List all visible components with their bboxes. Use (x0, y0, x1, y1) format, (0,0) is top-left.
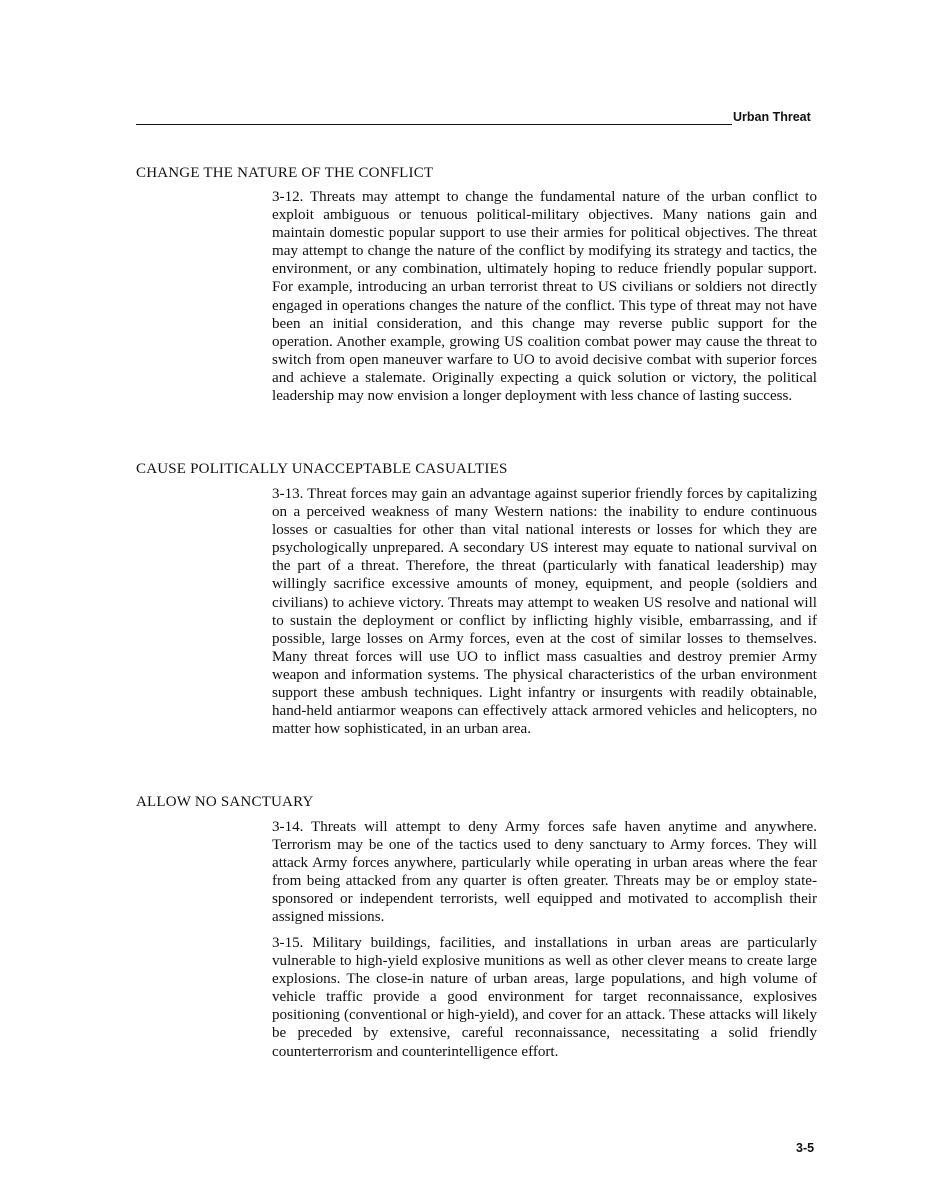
paragraph-3-13: 3-13. Threat forces may gain an advantage against superior friendly forces by capitalizing on a perceived weakness of many Western nations: the inability to endure continuous losses or casualties for other than vital national interests or losses for which they are psychologically unprepared. A secondary US interest may equate to national survival on the part of a threat. Therefore, the threat (particularly with fanatical leadership) may willingly sacrifice excessive amounts of money, equipment, and people (soldiers and civilians) to achieve victory. Threats may attempt to weaken US resolve and national will to sustain the deployment or conflict by inflicting highly visible, embarrassing, and if possible, large losses on Army forces, even at the cost of similar losses to themselves. Many threat forces will use UO to inflict mass casualties and destroy premier Army weapon and information systems. The physical characteristics of the urban environment support these ambush techniques. Light infantry or insurgents with readily obtainable, hand-held antiarmor weapons can effectively attack armored vehicles and helicopters, no matter how sophisticated, in an urban area. (272, 486, 817, 738)
paragraph-3-15: 3-15. Military buildings, facilities, and installations in urban areas are particularly vulnerable to high-yield explosive munitions as well as other clever means to create large explosions. The close-in nature of urban areas, large populations, and high volume of vehicle traffic provide a good environment for target reconnaissance, explosives positioning (conventional or high-yield), and cover for an attack. These attacks will likely be preceded by extensive, careful reconnaissance, necessitating a solid friendly counterterrorism and counterintelligence effort. (272, 935, 817, 1060)
section-heading-no-sanctuary: ALLOW NO SANCTUARY (136, 794, 314, 810)
page-number: 3-5 (796, 1141, 815, 1155)
header-rule (136, 124, 732, 125)
paragraph-3-12: 3-12. Threats may attempt to change the fundamental nature of the urban conflict to exploit ambiguous or tenuous political-military objectives. Many nations gain and maintain domestic popular support to use their armies for political objectives. The threat may attempt to change the nature of the conflict by modifying its strategy and tactics, the environment, or any combination, ultimately hoping to reduce friendly popular support. For example, introducing an urban terrorist threat to US civilians or soldiers not directly engaged in operations changes the nature of the conflict. This type of threat may not have been an initial consideration, and this change may reverse public support for the operation. Another example, growing US coalition combat power may cause the threat to switch from open maneuver warfare to UO to avoid decisive combat with superior forces and achieve a stalemate. Originally expecting a quick solution or victory, the political leadership may now envision a longer deployment with less chance of lasting success. (272, 189, 817, 405)
paragraph-3-14: 3-14. Threats will attempt to deny Army forces safe haven anytime and anywhere. Terrorism may be one of the tactics used to deny sanctuary to Army forces. They will attack Army forces anywhere, particularly while operating in urban areas where the fear from being attacked from any quarter is often greater. Threats may be or employ state-sponsored or independent terrorists, well equipped and motivated to accomplish their assigned missions. (272, 819, 817, 926)
section-heading-casualties: CAUSE POLITICALLY UNACCEPTABLE CASUALTIES (136, 461, 508, 477)
running-header-title: Urban Threat (733, 110, 811, 124)
section-heading-change-nature: CHANGE THE NATURE OF THE CONFLICT (136, 165, 434, 181)
